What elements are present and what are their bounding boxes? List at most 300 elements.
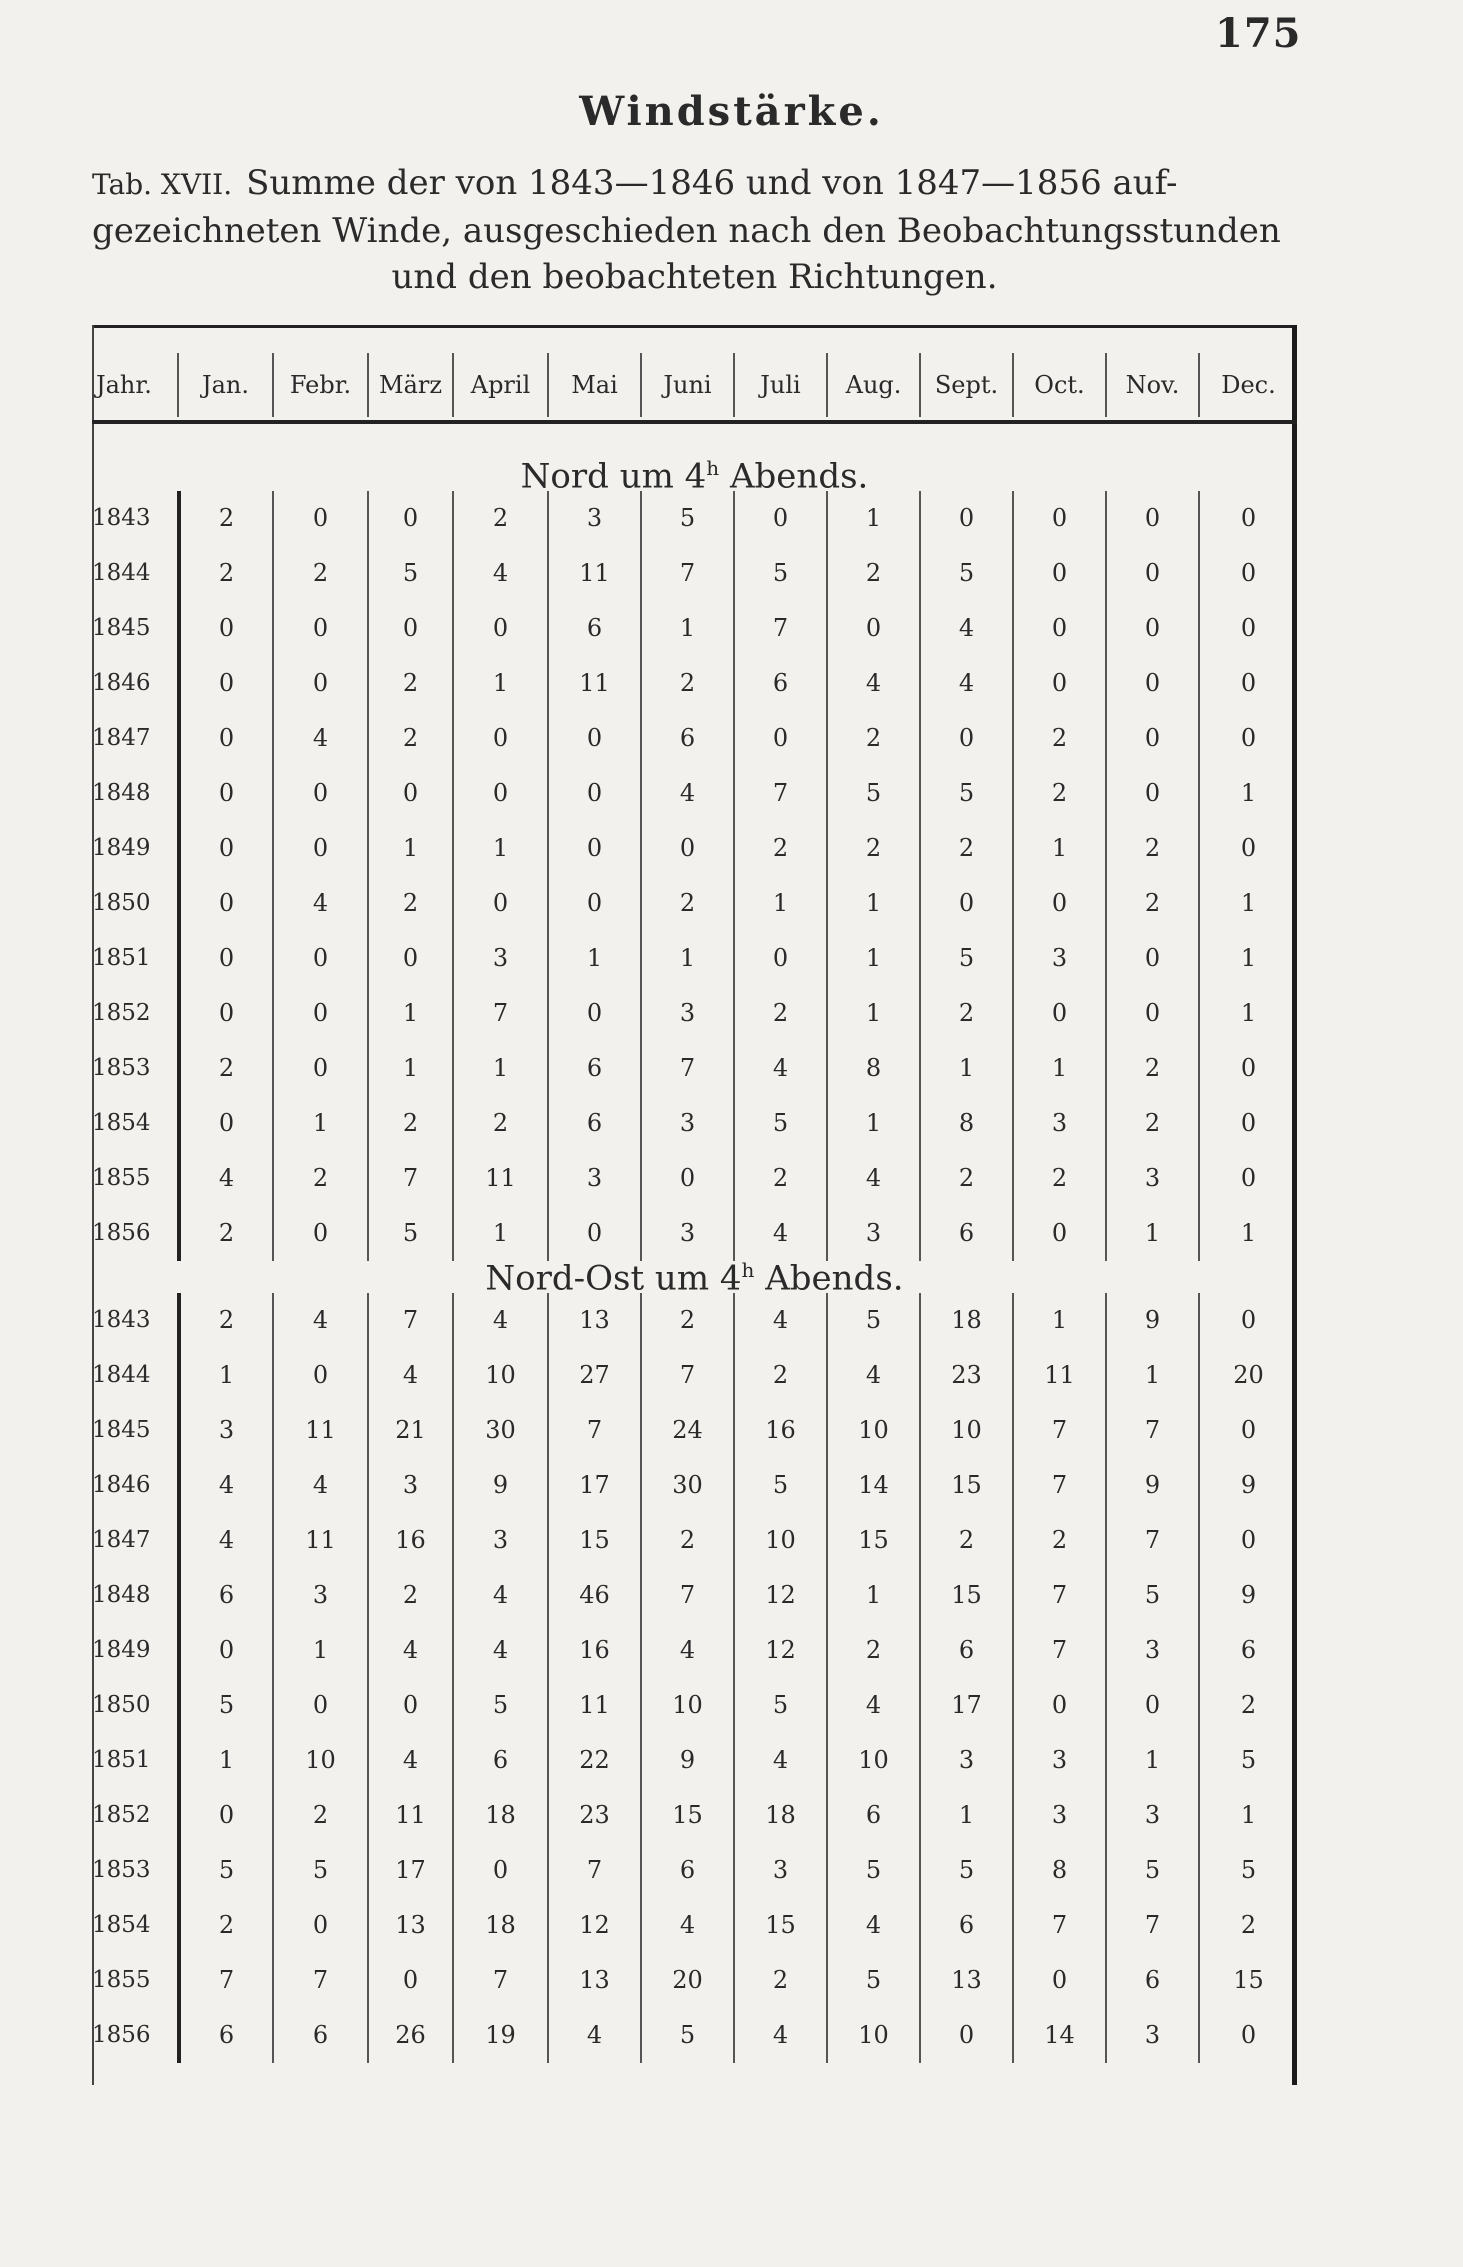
value-cell: 16	[733, 1403, 826, 1458]
value-cell: 3	[919, 1733, 1012, 1788]
value-cell: 7	[640, 1348, 733, 1403]
value-cell: 20	[1198, 1348, 1297, 1403]
value-cell: 0	[452, 766, 547, 821]
value-cell: 2	[733, 1151, 826, 1206]
value-cell: 7	[367, 1151, 452, 1206]
value-cell: 6	[826, 1788, 919, 1843]
header-month: April	[452, 353, 547, 417]
value-cell: 9	[452, 1458, 547, 1513]
value-cell: 0	[272, 1348, 367, 1403]
caption-line-2: gezeichneten Winde, ausgeschieden nach den Beobachtungsstunden	[92, 211, 1281, 251]
value-cell: 2	[640, 1293, 733, 1348]
value-cell: 0	[452, 876, 547, 931]
value-cell: 1	[640, 601, 733, 656]
value-cell: 11	[272, 1513, 367, 1568]
section-title-sup: h	[741, 1258, 755, 1282]
value-cell: 0	[272, 1898, 367, 1953]
value-cell: 6	[1198, 1623, 1297, 1678]
table-row	[92, 491, 1297, 546]
year-cell: 1847	[92, 1527, 151, 1553]
table-row	[92, 1513, 1297, 1568]
value-cell: 7	[640, 1041, 733, 1096]
value-cell: 0	[1012, 876, 1105, 931]
value-cell: 16	[367, 1513, 452, 1568]
value-cell: 2	[919, 1513, 1012, 1568]
value-cell: 0	[177, 986, 272, 1041]
value-cell: 0	[367, 491, 452, 546]
value-cell: 0	[1012, 1678, 1105, 1733]
value-cell: 15	[733, 1898, 826, 1953]
section-rows	[92, 491, 1297, 1261]
year-cell: 1847	[92, 725, 151, 751]
value-cell: 23	[919, 1348, 1012, 1403]
value-cell: 7	[547, 1843, 640, 1898]
value-cell: 5	[452, 1678, 547, 1733]
value-cell: 10	[826, 1403, 919, 1458]
value-cell: 4	[733, 1041, 826, 1096]
value-cell: 2	[919, 821, 1012, 876]
value-cell: 13	[547, 1953, 640, 2008]
value-cell: 2	[1105, 1041, 1198, 1096]
year-cell: 1844	[92, 560, 151, 586]
value-cell: 1	[640, 931, 733, 986]
value-cell: 18	[733, 1788, 826, 1843]
value-cell: 0	[1198, 1513, 1297, 1568]
value-cell: 4	[826, 656, 919, 711]
value-cell: 10	[733, 1513, 826, 1568]
section-rows	[92, 1293, 1297, 2063]
value-cell: 4	[452, 546, 547, 601]
value-cell: 7	[452, 1953, 547, 2008]
caption-line-3: und den beobachteten Richtungen.	[391, 257, 998, 297]
value-cell: 0	[547, 711, 640, 766]
value-cell: 14	[826, 1458, 919, 1513]
value-cell: 5	[1105, 1568, 1198, 1623]
value-cell: 0	[177, 876, 272, 931]
value-cell: 0	[177, 656, 272, 711]
value-cell: 0	[1198, 2008, 1297, 2063]
value-cell: 5	[733, 546, 826, 601]
value-cell: 1	[272, 1096, 367, 1151]
value-cell: 0	[272, 1206, 367, 1261]
value-cell: 19	[452, 2008, 547, 2063]
value-cell: 2	[640, 876, 733, 931]
table-row	[92, 931, 1297, 986]
value-cell: 3	[1105, 1788, 1198, 1843]
value-cell: 5	[1198, 1843, 1297, 1898]
value-cell: 0	[919, 491, 1012, 546]
year-cell: 1848	[92, 780, 151, 806]
value-cell: 7	[1012, 1623, 1105, 1678]
value-cell: 7	[1105, 1513, 1198, 1568]
header-month: Dec.	[1198, 353, 1297, 417]
value-cell: 4	[272, 711, 367, 766]
value-cell: 2	[919, 1151, 1012, 1206]
value-cell: 2	[640, 656, 733, 711]
value-cell: 0	[272, 491, 367, 546]
value-cell: 0	[1105, 931, 1198, 986]
table-row	[92, 821, 1297, 876]
header-month: Oct.	[1012, 353, 1105, 417]
value-cell: 2	[367, 1568, 452, 1623]
value-cell: 2	[177, 1898, 272, 1953]
value-cell: 3	[1012, 1788, 1105, 1843]
value-cell: 3	[272, 1568, 367, 1623]
value-cell: 0	[1105, 711, 1198, 766]
value-cell: 0	[640, 1151, 733, 1206]
value-cell: 4	[733, 1293, 826, 1348]
year-cell: 1843	[92, 505, 151, 531]
table-row	[92, 1041, 1297, 1096]
value-cell: 0	[177, 1623, 272, 1678]
value-cell: 1	[272, 1623, 367, 1678]
value-cell: 1	[1198, 766, 1297, 821]
value-cell: 3	[1012, 931, 1105, 986]
year-cell: 1843	[92, 1307, 151, 1333]
table-row	[92, 1458, 1297, 1513]
value-cell: 6	[452, 1733, 547, 1788]
value-cell: 16	[547, 1623, 640, 1678]
header-month: Aug.	[826, 353, 919, 417]
value-cell: 3	[1012, 1096, 1105, 1151]
value-cell: 2	[1105, 876, 1198, 931]
value-cell: 0	[1012, 601, 1105, 656]
value-cell: 0	[177, 931, 272, 986]
value-cell: 5	[919, 931, 1012, 986]
section-title-text: Nord um 4	[520, 456, 707, 497]
value-cell: 1	[826, 1096, 919, 1151]
year-cell: 1850	[92, 1692, 151, 1718]
value-cell: 2	[177, 1206, 272, 1261]
value-cell: 1	[547, 931, 640, 986]
value-cell: 4	[826, 1678, 919, 1733]
value-cell: 5	[826, 1293, 919, 1348]
value-cell: 7	[733, 601, 826, 656]
table-row	[92, 1898, 1297, 1953]
value-cell: 12	[733, 1623, 826, 1678]
value-cell: 1	[1012, 821, 1105, 876]
value-cell: 11	[547, 1678, 640, 1733]
year-cell: 1849	[92, 835, 151, 861]
value-cell: 15	[826, 1513, 919, 1568]
value-cell: 6	[1105, 1953, 1198, 2008]
value-cell: 2	[272, 546, 367, 601]
year-cell: 1845	[92, 1417, 151, 1443]
year-cell: 1853	[92, 1055, 151, 1081]
value-cell: 6	[919, 1206, 1012, 1261]
value-cell: 11	[452, 1151, 547, 1206]
value-cell: 1	[1012, 1041, 1105, 1096]
value-cell: 1	[452, 1206, 547, 1261]
value-cell: 1	[1105, 1206, 1198, 1261]
value-cell: 7	[1012, 1458, 1105, 1513]
value-cell: 0	[733, 491, 826, 546]
value-cell: 6	[733, 656, 826, 711]
value-cell: 6	[547, 601, 640, 656]
value-cell: 9	[1105, 1293, 1198, 1348]
value-cell: 0	[452, 1843, 547, 1898]
value-cell: 4	[733, 2008, 826, 2063]
value-cell: 15	[919, 1458, 1012, 1513]
value-cell: 1	[826, 876, 919, 931]
value-cell: 4	[919, 656, 1012, 711]
value-cell: 0	[177, 1096, 272, 1151]
value-cell: 3	[367, 1458, 452, 1513]
value-cell: 1	[1198, 1206, 1297, 1261]
value-cell: 0	[1012, 491, 1105, 546]
value-cell: 0	[452, 711, 547, 766]
value-cell: 0	[547, 766, 640, 821]
value-cell: 5	[826, 766, 919, 821]
value-cell: 5	[733, 1096, 826, 1151]
value-cell: 0	[1012, 986, 1105, 1041]
year-cell: 1850	[92, 890, 151, 916]
value-cell: 1	[177, 1733, 272, 1788]
value-cell: 7	[177, 1953, 272, 2008]
value-cell: 6	[640, 1843, 733, 1898]
value-cell: 9	[640, 1733, 733, 1788]
year-cell: 1856	[92, 1220, 151, 1246]
value-cell: 2	[1105, 821, 1198, 876]
section-title-rest: Abends.	[719, 456, 869, 497]
value-cell: 1	[1105, 1733, 1198, 1788]
value-cell: 13	[547, 1293, 640, 1348]
table-row	[92, 1678, 1297, 1733]
value-cell: 0	[1012, 1953, 1105, 2008]
value-cell: 22	[547, 1733, 640, 1788]
value-cell: 0	[177, 821, 272, 876]
value-cell: 17	[367, 1843, 452, 1898]
value-cell: 7	[272, 1953, 367, 2008]
value-cell: 10	[826, 1733, 919, 1788]
value-cell: 5	[1105, 1843, 1198, 1898]
table-row	[92, 546, 1297, 601]
value-cell: 0	[272, 821, 367, 876]
value-cell: 11	[1012, 1348, 1105, 1403]
table-header-row	[92, 353, 1297, 417]
table-row	[92, 1348, 1297, 1403]
value-cell: 17	[919, 1678, 1012, 1733]
header-month: März	[367, 353, 452, 417]
value-cell: 5	[640, 2008, 733, 2063]
value-cell: 8	[1012, 1843, 1105, 1898]
header-month: Febr.	[272, 353, 367, 417]
value-cell: 15	[547, 1513, 640, 1568]
value-cell: 15	[919, 1568, 1012, 1623]
value-cell: 6	[177, 1568, 272, 1623]
table-row	[92, 1096, 1297, 1151]
value-cell: 4	[547, 2008, 640, 2063]
value-cell: 7	[367, 1293, 452, 1348]
value-cell: 0	[919, 2008, 1012, 2063]
value-cell: 0	[452, 601, 547, 656]
value-cell: 2	[367, 711, 452, 766]
value-cell: 2	[826, 711, 919, 766]
value-cell: 1	[177, 1348, 272, 1403]
value-cell: 15	[1198, 1953, 1297, 2008]
value-cell: 3	[1105, 1623, 1198, 1678]
page-title: Windstärke.	[579, 88, 884, 135]
year-cell: 1845	[92, 615, 151, 641]
value-cell: 2	[1012, 1151, 1105, 1206]
value-cell: 4	[826, 1348, 919, 1403]
table-row	[92, 1788, 1297, 1843]
value-cell: 2	[367, 656, 452, 711]
value-cell: 1	[1012, 1293, 1105, 1348]
value-cell: 0	[733, 711, 826, 766]
value-cell: 0	[1105, 491, 1198, 546]
value-cell: 7	[1012, 1403, 1105, 1458]
value-cell: 3	[1105, 2008, 1198, 2063]
value-cell: 0	[1198, 821, 1297, 876]
value-cell: 0	[1012, 546, 1105, 601]
year-cell: 1846	[92, 1472, 151, 1498]
value-cell: 10	[826, 2008, 919, 2063]
value-cell: 9	[1198, 1568, 1297, 1623]
value-cell: 4	[640, 1623, 733, 1678]
value-cell: 0	[640, 821, 733, 876]
value-cell: 1	[826, 491, 919, 546]
value-cell: 5	[272, 1843, 367, 1898]
value-cell: 5	[177, 1843, 272, 1898]
value-cell: 7	[733, 766, 826, 821]
value-cell: 0	[1198, 1293, 1297, 1348]
value-cell: 30	[452, 1403, 547, 1458]
value-cell: 3	[452, 931, 547, 986]
section-title-rest: Abends.	[754, 1258, 904, 1299]
value-cell: 5	[640, 491, 733, 546]
value-cell: 2	[177, 546, 272, 601]
value-cell: 4	[733, 1206, 826, 1261]
value-cell: 0	[1198, 491, 1297, 546]
value-cell: 4	[640, 766, 733, 821]
value-cell: 7	[547, 1403, 640, 1458]
value-cell: 4	[452, 1568, 547, 1623]
header-month: Juni	[640, 353, 733, 417]
value-cell: 7	[1012, 1898, 1105, 1953]
value-cell: 14	[1012, 2008, 1105, 2063]
value-cell: 4	[826, 1151, 919, 1206]
value-cell: 6	[547, 1041, 640, 1096]
table-row	[92, 601, 1297, 656]
value-cell: 2	[733, 821, 826, 876]
value-cell: 6	[919, 1898, 1012, 1953]
value-cell: 3	[547, 1151, 640, 1206]
table-row	[92, 1843, 1297, 1898]
value-cell: 2	[919, 986, 1012, 1041]
wind-table	[92, 325, 1297, 2085]
value-cell: 0	[1198, 1151, 1297, 1206]
value-cell: 3	[640, 986, 733, 1041]
value-cell: 27	[547, 1348, 640, 1403]
value-cell: 1	[452, 1041, 547, 1096]
value-cell: 7	[1105, 1898, 1198, 1953]
value-cell: 0	[1198, 656, 1297, 711]
value-cell: 0	[1198, 1403, 1297, 1458]
year-cell: 1846	[92, 670, 151, 696]
value-cell: 7	[452, 986, 547, 1041]
table-row	[92, 1293, 1297, 1348]
year-cell: 1854	[92, 1110, 151, 1136]
value-cell: 0	[547, 821, 640, 876]
value-cell: 5	[733, 1678, 826, 1733]
value-cell: 18	[452, 1788, 547, 1843]
value-cell: 17	[547, 1458, 640, 1513]
value-cell: 0	[367, 1953, 452, 2008]
section-title-text: Nord-Ost um 4	[485, 1258, 742, 1299]
value-cell: 0	[547, 1206, 640, 1261]
value-cell: 11	[367, 1788, 452, 1843]
value-cell: 1	[826, 1568, 919, 1623]
value-cell: 2	[177, 1293, 272, 1348]
value-cell: 10	[452, 1348, 547, 1403]
table-row	[92, 1953, 1297, 2008]
value-cell: 0	[1198, 601, 1297, 656]
value-cell: 0	[1198, 711, 1297, 766]
value-cell: 1	[826, 931, 919, 986]
year-cell: 1853	[92, 1857, 151, 1883]
value-cell: 4	[367, 1623, 452, 1678]
value-cell: 2	[1198, 1898, 1297, 1953]
value-cell: 3	[640, 1206, 733, 1261]
value-cell: 0	[547, 986, 640, 1041]
value-cell: 0	[1105, 601, 1198, 656]
header-year: Jahr.	[96, 371, 152, 399]
value-cell: 12	[547, 1898, 640, 1953]
value-cell: 1	[1105, 1348, 1198, 1403]
value-cell: 21	[367, 1403, 452, 1458]
value-cell: 2	[1198, 1678, 1297, 1733]
value-cell: 2	[272, 1151, 367, 1206]
value-cell: 5	[826, 1843, 919, 1898]
value-cell: 7	[1012, 1568, 1105, 1623]
value-cell: 3	[452, 1513, 547, 1568]
table-row	[92, 986, 1297, 1041]
value-cell: 0	[367, 931, 452, 986]
year-cell: 1852	[92, 1000, 151, 1026]
value-cell: 4	[177, 1513, 272, 1568]
value-cell: 0	[177, 711, 272, 766]
value-cell: 0	[1105, 546, 1198, 601]
table-row	[92, 2008, 1297, 2063]
value-cell: 11	[272, 1403, 367, 1458]
value-cell: 3	[1105, 1151, 1198, 1206]
value-cell: 0	[1198, 546, 1297, 601]
table-top-rule	[92, 325, 1297, 328]
value-cell: 10	[919, 1403, 1012, 1458]
value-cell: 4	[177, 1151, 272, 1206]
value-cell: 0	[272, 931, 367, 986]
value-cell: 0	[367, 601, 452, 656]
value-cell: 0	[272, 1678, 367, 1733]
value-cell: 13	[367, 1898, 452, 1953]
value-cell: 4	[919, 601, 1012, 656]
value-cell: 11	[547, 546, 640, 601]
value-cell: 2	[452, 491, 547, 546]
value-cell: 4	[733, 1733, 826, 1788]
value-cell: 2	[826, 821, 919, 876]
value-cell: 0	[547, 876, 640, 931]
section-title	[92, 445, 1297, 497]
value-cell: 1	[919, 1041, 1012, 1096]
value-cell: 0	[1105, 656, 1198, 711]
value-cell: 0	[1198, 1041, 1297, 1096]
value-cell: 23	[547, 1788, 640, 1843]
header-month: Sept.	[919, 353, 1012, 417]
value-cell: 6	[547, 1096, 640, 1151]
value-cell: 10	[640, 1678, 733, 1733]
table-row	[92, 876, 1297, 931]
